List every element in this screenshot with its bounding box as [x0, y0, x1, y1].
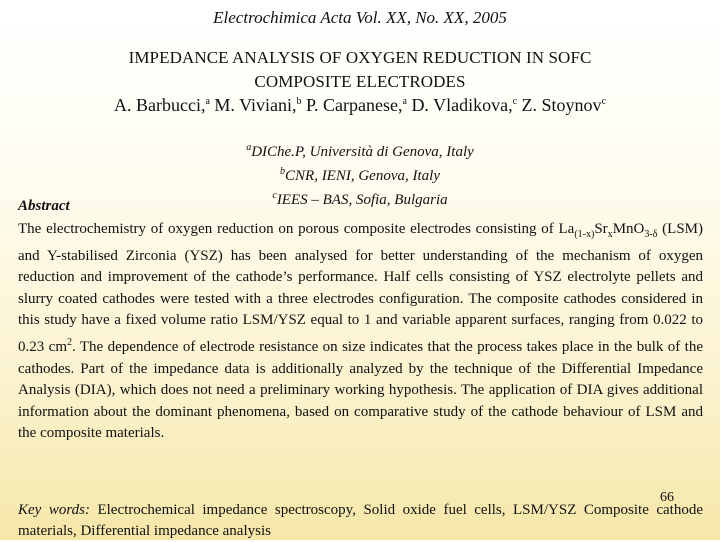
- affiliation: [0, 138, 720, 162]
- formula-o-subscript: 3-δ: [644, 229, 658, 240]
- page-number: 66: [660, 490, 674, 505]
- author-list: [0, 95, 720, 116]
- abstract-heading: Abstract: [18, 198, 70, 214]
- keywords-label: Key words:: [18, 502, 90, 518]
- author-name: D. Vladikova,: [411, 95, 513, 115]
- author-name: Z. Stoynov: [521, 95, 602, 115]
- abstract-intro: The electrochemistry of oxygen reduction on porous composite electrodes consisting of: [18, 221, 554, 237]
- author-affiliation-mark: a: [205, 96, 210, 107]
- affiliation-text: IEES – BAS, Sofia, Bulgaria: [276, 192, 448, 208]
- affiliation-mark: b: [280, 166, 286, 177]
- formula-mno: MnO: [612, 221, 645, 237]
- affiliation-text: CNR, IENI, Genova, Italy: [285, 168, 440, 184]
- author-name: M. Viviani,: [214, 95, 297, 115]
- formula-la: La: [558, 221, 575, 237]
- affiliation: [0, 186, 720, 210]
- title-line-1: IMPEDANCE ANALYSIS OF OXYGEN REDUCTION IN SOFC: [128, 48, 592, 67]
- affiliation-mark: c: [272, 190, 277, 201]
- keywords-text: Electrochemical impedance spectroscopy, Solid oxide fuel cells, LSM/YSZ Composite cathode materials, Differential impedance analysis: [18, 502, 703, 539]
- author-affiliation-mark: c: [601, 96, 607, 107]
- author-name: A. Barbucci,: [113, 95, 206, 115]
- affiliation-mark: a: [246, 142, 252, 153]
- affiliation-list: [0, 138, 720, 210]
- formula-sr-subscript: x: [607, 229, 613, 240]
- unit-superscript: 2: [67, 336, 72, 348]
- journal-header: Electrochimica Acta Vol. XX, No. XX, 2005: [213, 8, 507, 27]
- formula-la-subscript: (1-x): [574, 229, 595, 240]
- author-affiliation-mark: a: [402, 96, 407, 107]
- keywords: [18, 500, 703, 542]
- chemical-formula: [558, 221, 658, 240]
- abstract-text-rest: . The dependence of electrode resistance on size indicates that the process takes place in the bulk of the cathodes. Part of the impedance data is additionally analyzed by the technique of the Differential Impedance Analysis (DIA), which does not need a preliminary working hypothesis. The application of DIA gives additional information about the dominant phenomena, based on comparative study of the cathode behaviour of LSM and the composite materials.: [18, 338, 704, 442]
- author-name: P. Carpanese,: [306, 95, 403, 115]
- author-affiliation-mark: c: [512, 96, 518, 107]
- affiliation-text: DIChe.P, Università di Genova, Italy: [251, 144, 474, 160]
- formula-sr: Sr: [594, 221, 608, 237]
- abstract-text: (LSM) and Y-stabilised Zirconia (YSZ) has been analysed for better understanding of the mechanism of oxygen reduction and improvement of the cathode’s performance. Half cells consisting of YSZ electrolyte pellets and slurry coated cathodes were tested with a three electrodes configuration. The composite cathodes considered in this study have a fixed volume ratio LSM/YSZ equal to 1 and variable apparent surfaces, ranging from 0.022 to 0.23 cm: [18, 221, 703, 355]
- author-affiliation-mark: b: [296, 96, 302, 107]
- paper-title: [0, 46, 720, 94]
- title-line-2: COMPOSITE ELECTRODES: [254, 72, 466, 91]
- affiliation: [0, 162, 720, 186]
- abstract-body: [18, 219, 703, 445]
